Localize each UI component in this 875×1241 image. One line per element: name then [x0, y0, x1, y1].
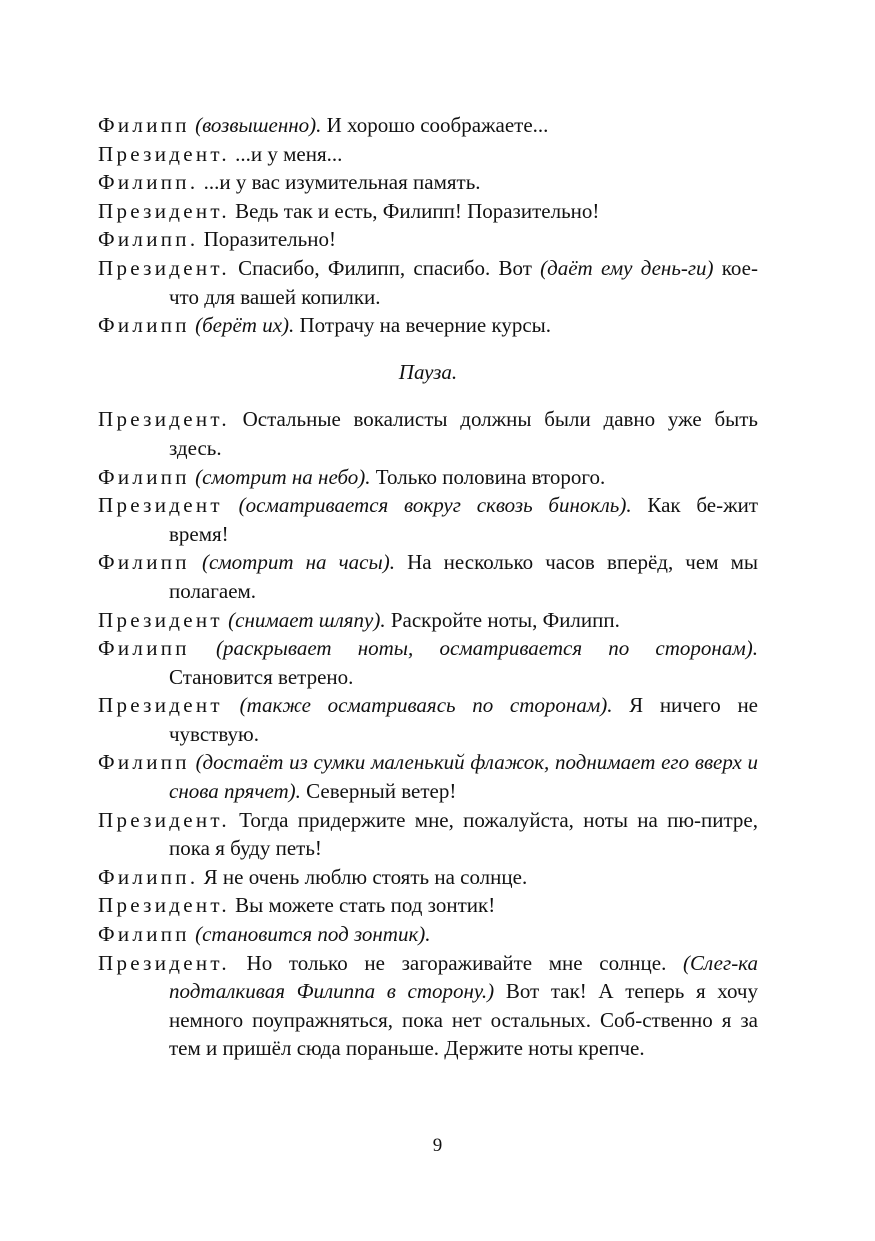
dialogue-line: [98, 606, 758, 635]
stage-direction: (Слег-ка подталкивая Филиппа в сторону.): [169, 950, 758, 1004]
speaker-name: Президент: [98, 493, 223, 518]
page-number: 9: [432, 1135, 443, 1156]
line-text: На несколько часов вперёд, чем мы полагаем.: [169, 550, 758, 603]
stage-direction: (раскрывает ноты, осматривается по сторонам).: [216, 636, 758, 661]
pause-direction: Пауза.: [398, 359, 458, 384]
line-text: Ведь так и есть, Филипп! Поразительно!: [229, 198, 600, 223]
stage-direction: (даёт ему день-ги): [540, 255, 714, 280]
dialogue-line: [98, 920, 758, 949]
stage-direction: (осматривается вокруг сквозь бинокль).: [238, 493, 632, 518]
stage-direction: (снимает шляпу).: [228, 607, 386, 632]
speaker-name: Филипп: [98, 464, 190, 489]
speaker-name: Президент.: [98, 807, 230, 832]
dialogue-line: [98, 891, 758, 920]
speaker-name: Филипп: [98, 636, 190, 661]
line-text: ...и у вас изумительная память.: [198, 170, 481, 195]
line-text: Вот так! А теперь я хочу немного поупражняться, пока нет остальных. Соб-ственно я за тем и пришёл сюда пораньше. Держите ноты крепче.: [169, 979, 758, 1061]
speaker-name: Президент.: [98, 255, 230, 280]
dialogue-line: [98, 111, 758, 140]
line-text: Поразительно!: [198, 227, 336, 252]
line-text: Остальные вокалисты должны были давно уже быть здесь.: [169, 407, 758, 460]
stage-direction: (возвышенно).: [195, 113, 322, 137]
line-text: ...и у меня...: [229, 141, 343, 166]
dialogue-line: [98, 863, 758, 892]
stage-direction: (достаёт из сумки маленький флажок, поднимает его вверх и снова прячет).: [169, 750, 759, 804]
speaker-name: Филипп.: [98, 864, 199, 889]
line-text: Как бе-жит время!: [169, 493, 758, 546]
dialogue-line: [98, 548, 758, 605]
stage-direction: (также осматриваясь по сторонам).: [239, 693, 613, 718]
line-text: Только половина второго.: [370, 464, 606, 489]
line-text: Я не очень люблю стоять на солнце.: [198, 864, 528, 889]
speaker-name: Президент.: [98, 950, 230, 975]
dialogue-line: [98, 254, 758, 311]
line-text: Вы можете стать под зонтик!: [229, 893, 496, 918]
dialogue-line: [98, 463, 758, 492]
speaker-name: Филипп.: [98, 227, 199, 252]
dialogue-line: [98, 691, 758, 748]
speaker-name: Президент: [98, 607, 223, 632]
line-text: Но только не загораживайте мне солнце.: [229, 950, 683, 975]
line-text: Тогда придержите мне, пожалуйста, ноты на пю-питре, пока я буду петь!: [169, 807, 758, 861]
speaker-name: Президент.: [98, 141, 230, 166]
speaker-name: Филипп: [98, 550, 190, 575]
stage-direction: (берёт их).: [195, 313, 295, 338]
dialogue-line: [98, 140, 758, 169]
speaker-name: Президент.: [98, 198, 230, 223]
line-text: Раскройте ноты, Филипп.: [385, 607, 620, 632]
speaker-name: Филипп.: [98, 170, 199, 195]
line-text: Северный ветер!: [300, 779, 457, 804]
speaker-name: Президент: [98, 693, 223, 718]
line-text: Спасибо, Филипп, спасибо. Вот: [229, 255, 541, 280]
stage-direction: (смотрит на часы).: [201, 550, 395, 575]
stage-direction: (смотрит на небо).: [195, 464, 371, 489]
dialogue-line: [98, 311, 758, 340]
dialogue-line: [98, 168, 758, 197]
dialogue-line: [98, 197, 758, 226]
line-text: И хорошо соображаете...: [321, 113, 549, 137]
speaker-name: Президент.: [98, 893, 230, 918]
dialogue-line: [98, 949, 758, 1063]
speaker-name: Президент.: [98, 407, 230, 432]
speaker-name: Филипп: [98, 922, 190, 947]
speaker-name: Филипп: [98, 313, 190, 338]
speaker-name: Филипп: [98, 750, 190, 775]
line-text: Потрачу на вечерние курсы.: [294, 313, 552, 338]
dialogue-line: [98, 748, 758, 805]
line-text: Я ничего не чувствую.: [169, 693, 758, 746]
dialogue-line: [98, 225, 758, 254]
dialogue-line: [98, 405, 758, 462]
line-text: кое-что для вашей копилки.: [169, 255, 758, 309]
speaker-name: Филипп: [98, 113, 190, 137]
stage-direction: (становится под зонтик).: [195, 922, 431, 947]
play-text: [98, 111, 758, 1063]
line-text: Становится ветрено.: [169, 664, 354, 689]
dialogue-line: [98, 491, 758, 548]
dialogue-line: [98, 806, 758, 863]
dialogue-line: [98, 634, 758, 691]
